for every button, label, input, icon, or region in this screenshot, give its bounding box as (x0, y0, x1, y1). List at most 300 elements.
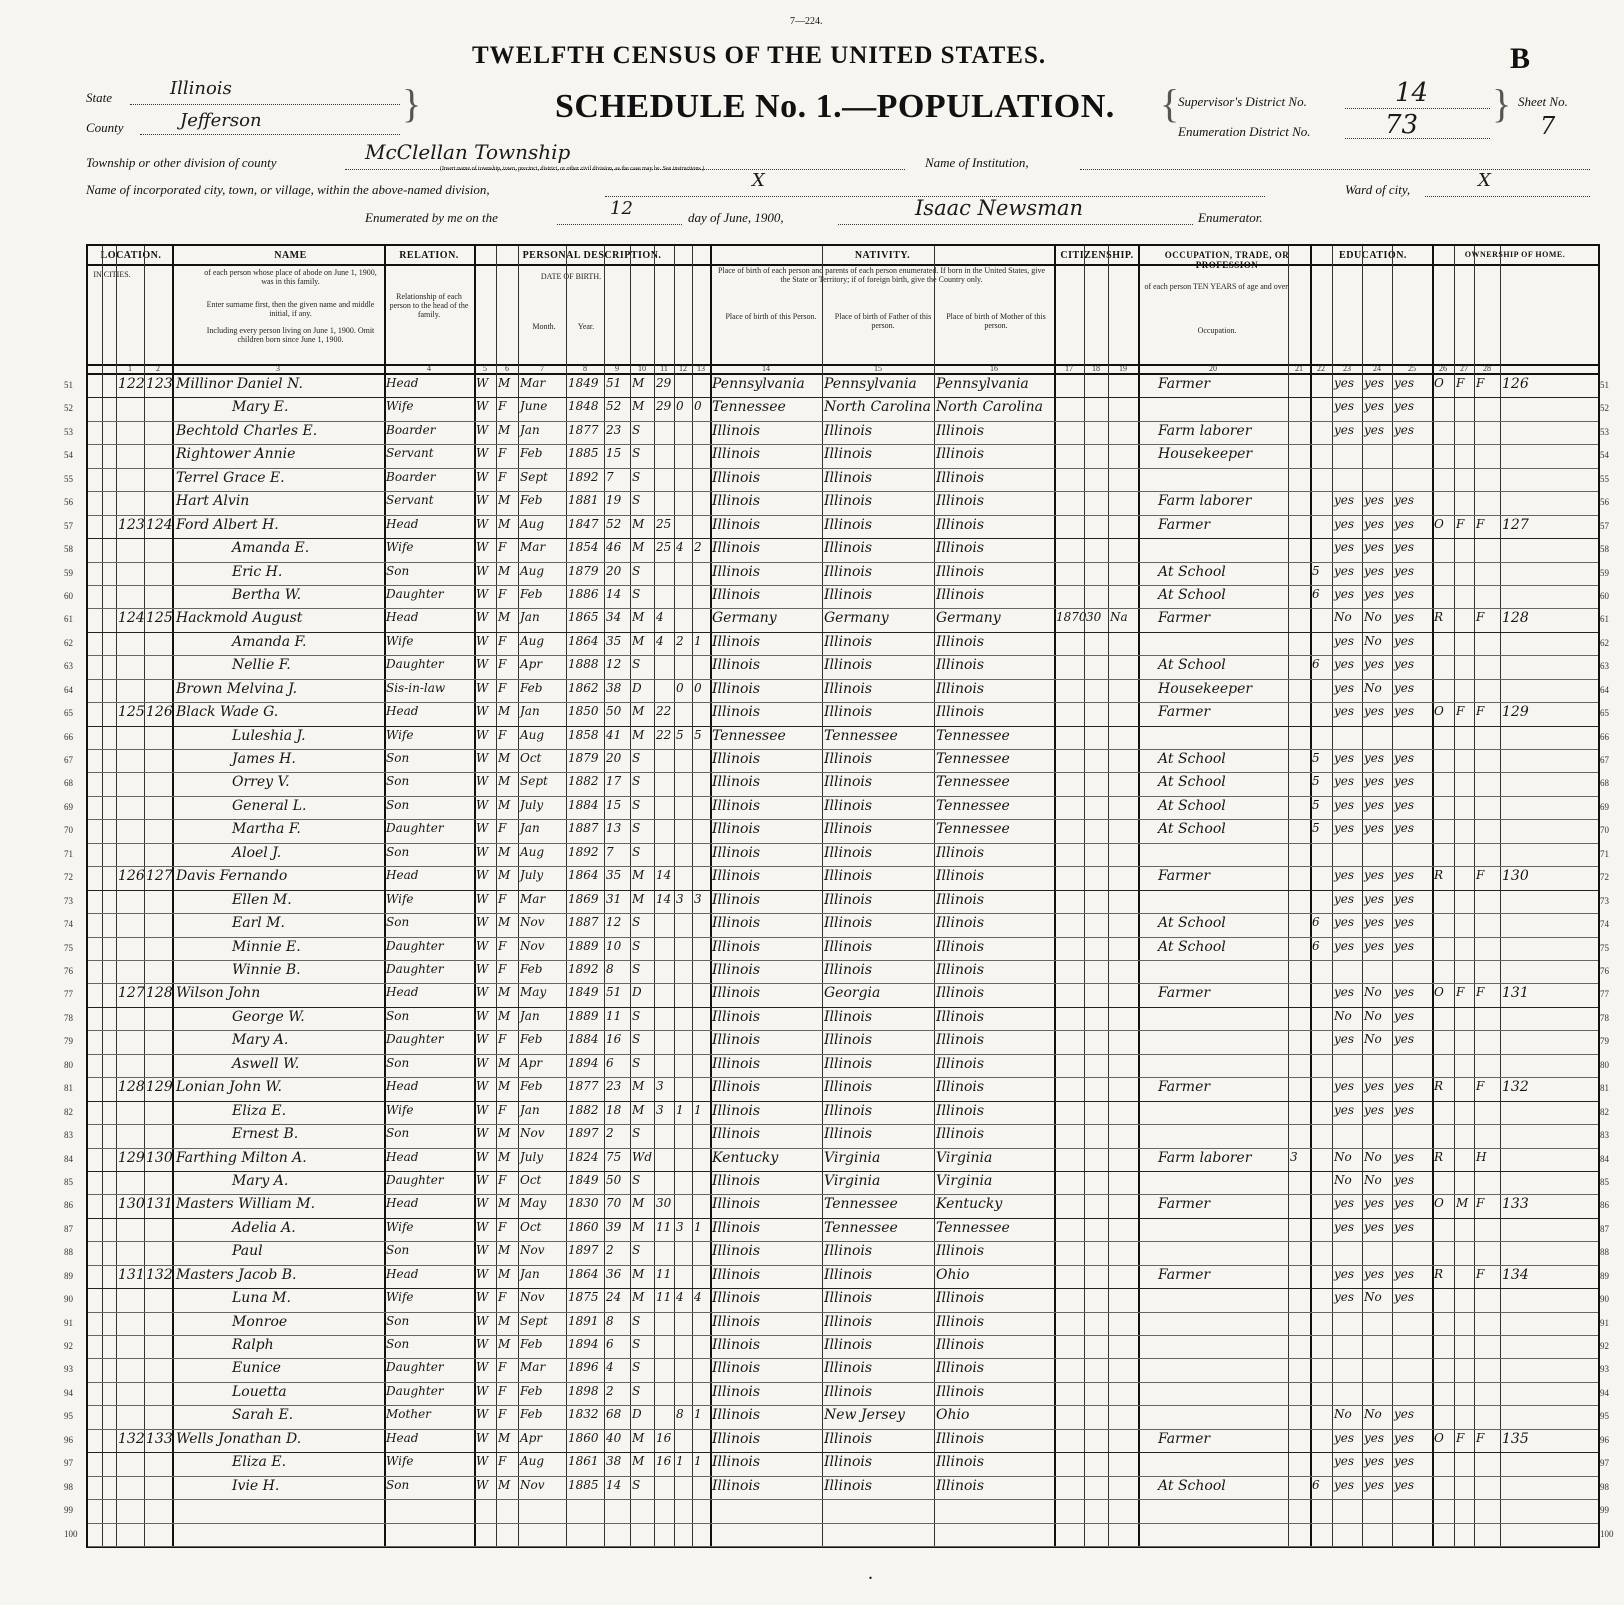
row-72-english: yes (1394, 868, 1415, 883)
row-86-family: 131 (146, 1196, 173, 1213)
row-74-name: Earl M. (232, 915, 285, 932)
row-76-name: Winnie B. (232, 962, 301, 978)
row-65-dwelling: 125 (118, 704, 145, 721)
row-96-month: Apr (520, 1430, 543, 1445)
row-51-mortgage: F (1456, 376, 1465, 390)
line-number: 69 (64, 801, 73, 812)
row-89-relation: Head (386, 1266, 419, 1281)
row-98-english: yes (1394, 1477, 1415, 1492)
row-67-name: James H. (232, 751, 296, 768)
row-90-years-married: 11 (656, 1290, 672, 1305)
row-54-relation: Servant (386, 446, 434, 461)
row-86-write: yes (1364, 1196, 1385, 1211)
row-87-age: 39 (606, 1219, 622, 1234)
line-number: 54 (1600, 450, 1609, 461)
row-74-birth: Illinois (712, 915, 761, 932)
row-56-birth: Illinois (712, 493, 761, 510)
row-74-english: yes (1394, 915, 1415, 930)
name-instr2: Including every person living on June 1, 1900. Omit children born since June 1, 1900. (206, 326, 375, 344)
row-90-name: Luna M. (232, 1290, 291, 1307)
row-71-month: Aug (520, 844, 545, 859)
institution-label: Name of Institution, (925, 155, 1029, 170)
row-51-farm: F (1476, 376, 1485, 390)
row-73-years-married: 14 (656, 891, 672, 906)
row-58-color: W (476, 540, 489, 555)
row-61-owned: R (1434, 610, 1444, 625)
row-62-month: Aug (520, 633, 545, 648)
column-number: 5 (483, 364, 487, 373)
row-75-name: Minnie E. (232, 938, 301, 955)
row-74-read: yes (1334, 915, 1355, 930)
row-70-read: yes (1334, 821, 1355, 836)
row-55-year: 1892 (568, 469, 599, 484)
column-number: 9 (615, 364, 619, 373)
row-61-mother: Germany (936, 610, 1001, 627)
row-78-month: Jan (520, 1008, 540, 1023)
column-number: 6 (505, 364, 509, 373)
row-60-write: yes (1364, 586, 1385, 601)
line-number: 70 (64, 825, 73, 836)
row-75-sex: F (498, 938, 507, 953)
row-52-write: yes (1364, 399, 1385, 414)
row-95-english: yes (1394, 1407, 1415, 1422)
row-53-occupation: Farm laborer (1158, 422, 1252, 439)
row-89-age: 36 (606, 1266, 622, 1281)
row-78-sex: M (498, 1008, 511, 1023)
row-79-english: yes (1394, 1032, 1415, 1047)
row-64-mother: Illinois (936, 680, 985, 697)
row-86-father: Tennessee (824, 1196, 898, 1213)
row-97-english: yes (1394, 1454, 1415, 1469)
line-number: 92 (64, 1341, 73, 1352)
row-90-write: No (1364, 1290, 1382, 1305)
group-location: LOCATION. (100, 250, 162, 261)
row-57-mortgage: F (1456, 516, 1465, 531)
row-71-relation: Son (386, 844, 410, 859)
row-73-age: 31 (606, 891, 622, 906)
row-57-age: 52 (606, 516, 622, 531)
row-61-age: 34 (606, 610, 622, 625)
row-58-read: yes (1334, 540, 1355, 555)
row-54-father: Illinois (824, 446, 873, 463)
row-74-write: yes (1364, 915, 1385, 930)
row-91-name: Monroe (232, 1313, 288, 1330)
line-number: 63 (64, 661, 73, 672)
line-number: 76 (64, 966, 73, 976)
row-77-owned: O (1434, 985, 1444, 1000)
row-51-birth: Pennsylvania (712, 376, 805, 392)
row-84-owned: R (1434, 1149, 1444, 1164)
row-82-children-living: 1 (694, 1102, 702, 1117)
row-87-father: Tennessee (824, 1219, 898, 1236)
row-61-dwelling: 124 (118, 610, 145, 627)
row-96-sex: M (498, 1430, 511, 1445)
row-88-year: 1897 (568, 1243, 599, 1258)
row-65-write: yes (1364, 704, 1385, 719)
row-53-write: yes (1364, 422, 1385, 437)
row-82-marital: M (632, 1102, 645, 1117)
row-70-occupation: At School (1158, 821, 1226, 838)
row-52-age: 52 (606, 399, 622, 414)
row-83-name: Ernest B. (232, 1126, 299, 1143)
enumeration-label: Enumeration District No. (1178, 124, 1311, 139)
row-53-english: yes (1394, 422, 1415, 437)
row-74-sex: M (498, 915, 511, 930)
row-84-age: 75 (606, 1149, 622, 1164)
row-61-father: Germany (824, 610, 889, 627)
row-81-english: yes (1394, 1079, 1415, 1094)
row-82-sex: F (498, 1102, 507, 1117)
line-number: 95 (1600, 1411, 1609, 1422)
row-52-english: yes (1394, 399, 1415, 414)
row-91-year: 1891 (568, 1313, 599, 1328)
row-75-marital: S (632, 938, 641, 953)
row-95-year: 1832 (568, 1407, 599, 1422)
row-64-sex: F (498, 680, 507, 695)
row-53-read: yes (1334, 422, 1355, 437)
line-number: 100 (64, 1528, 78, 1539)
row-88-name: Paul (232, 1243, 263, 1260)
row-56-occupation: Farm laborer (1158, 493, 1252, 510)
row-68-school: 5 (1312, 774, 1320, 789)
line-number: 74 (1600, 919, 1609, 930)
row-78-father: Illinois (824, 1008, 873, 1025)
line-number: 85 (64, 1176, 73, 1187)
birth-person-header: Place of birth of this Person. (725, 312, 817, 321)
row-77-marital: D (632, 985, 642, 1000)
row-87-month: Oct (520, 1219, 542, 1234)
row-77-farm: F (1476, 985, 1485, 1000)
row-66-father: Tennessee (824, 727, 898, 744)
row-69-year: 1884 (568, 797, 599, 812)
row-80-name: Aswell W. (232, 1055, 300, 1072)
row-69-english: yes (1394, 797, 1415, 812)
row-95-month: Feb (520, 1407, 543, 1422)
row-85-age: 50 (606, 1172, 622, 1187)
enumerator-name: Isaac Newsman (915, 196, 1084, 220)
row-77-year: 1849 (568, 985, 599, 1000)
row-76-age: 8 (606, 962, 614, 976)
row-56-month: Feb (520, 493, 543, 508)
row-60-year: 1886 (568, 586, 599, 601)
row-61-occupation: Farmer (1158, 610, 1211, 627)
line-number: 54 (64, 450, 73, 461)
row-81-family: 129 (146, 1079, 173, 1096)
row-86-year: 1830 (568, 1196, 599, 1211)
form-number: 7—224. (790, 16, 823, 27)
row-82-age: 18 (606, 1102, 622, 1117)
row-53-sex: M (498, 422, 511, 437)
row-55-relation: Boarder (386, 469, 436, 484)
row-52-read: yes (1334, 399, 1355, 414)
line-number: 84 (1600, 1153, 1609, 1164)
line-number: 89 (1600, 1270, 1609, 1281)
row-83-color: W (476, 1126, 489, 1141)
row-84-year: 1824 (568, 1149, 599, 1164)
row-62-age: 35 (606, 633, 622, 648)
row-95-relation: Mother (386, 1407, 431, 1422)
row-75-year: 1889 (568, 938, 599, 953)
row-51-read: yes (1334, 376, 1355, 390)
row-77-occupation: Farmer (1158, 985, 1211, 1002)
row-92-father: Illinois (824, 1337, 873, 1354)
in-cities: IN CITIES. (93, 270, 131, 279)
row-58-father: Illinois (824, 540, 873, 557)
row-68-year: 1882 (568, 774, 599, 789)
enumerator-label: Enumerator. (1198, 210, 1263, 225)
row-66-relation: Wife (386, 727, 414, 742)
row-97-mother: Illinois (936, 1454, 985, 1471)
row-61-relation: Head (386, 610, 419, 625)
row-68-occupation: At School (1158, 774, 1226, 791)
group-ownership: OWNERSHIP OF HOME. (1464, 250, 1566, 259)
row-52-mother: North Carolina (936, 399, 1043, 416)
row-97-relation: Wife (386, 1454, 414, 1469)
row-89-occupation: Farmer (1158, 1266, 1211, 1283)
row-96-farm: F (1476, 1430, 1485, 1445)
row-97-write: yes (1364, 1454, 1385, 1469)
row-94-relation: Daughter (386, 1383, 444, 1398)
month-header: Month. (532, 322, 556, 331)
row-64-color: W (476, 680, 489, 695)
row-74-color: W (476, 915, 489, 930)
row-81-name: Lonian John W. (176, 1079, 282, 1096)
row-66-sex: F (498, 727, 507, 742)
row-56-color: W (476, 493, 489, 508)
row-91-age: 8 (606, 1313, 614, 1328)
row-53-birth: Illinois (712, 422, 761, 439)
row-68-name: Orrey V. (232, 774, 290, 791)
row-68-marital: S (632, 774, 641, 789)
row-72-age: 35 (606, 868, 622, 883)
state-value: Illinois (170, 78, 232, 99)
row-89-schedule: 134 (1502, 1266, 1529, 1283)
row-65-read: yes (1334, 704, 1355, 719)
row-64-year: 1862 (568, 680, 599, 695)
row-61-sex: M (498, 610, 511, 625)
column-number: 11 (660, 364, 668, 373)
row-97-father: Illinois (824, 1454, 873, 1471)
row-57-year: 1847 (568, 516, 599, 531)
line-number: 95 (64, 1411, 73, 1422)
row-52-birth: Tennessee (712, 399, 786, 416)
row-85-write: No (1364, 1172, 1382, 1187)
row-92-month: Feb (520, 1337, 543, 1352)
line-number: 67 (1600, 755, 1609, 766)
row-69-marital: S (632, 797, 641, 812)
row-63-english: yes (1394, 657, 1415, 672)
row-65-occupation: Farmer (1158, 704, 1211, 721)
line-number: 91 (1600, 1317, 1609, 1328)
row-96-years-married: 16 (656, 1430, 672, 1445)
line-number: 62 (1600, 637, 1609, 648)
row-83-month: Nov (520, 1126, 545, 1141)
row-90-father: Illinois (824, 1290, 873, 1307)
row-80-age: 6 (606, 1055, 614, 1070)
row-57-relation: Head (386, 516, 419, 531)
row-77-color: W (476, 985, 489, 1000)
row-73-relation: Wife (386, 891, 414, 906)
line-number: 63 (1600, 661, 1609, 672)
line-number: 57 (1600, 520, 1609, 531)
row-93-mother: Illinois (936, 1360, 985, 1377)
row-77-birth: Illinois (712, 985, 761, 1002)
row-73-color: W (476, 891, 489, 906)
row-64-children-born: 0 (676, 680, 684, 695)
group-occupation: OCCUPATION, TRADE, OR PROFESSION (1164, 250, 1290, 270)
township-label: Township or other division of county (86, 155, 277, 170)
row-79-age: 16 (606, 1032, 622, 1047)
row-69-read: yes (1334, 797, 1355, 812)
row-53-year: 1877 (568, 422, 599, 437)
row-96-english: yes (1394, 1430, 1415, 1445)
row-82-write: yes (1364, 1102, 1385, 1117)
row-79-father: Illinois (824, 1032, 873, 1049)
row-62-children-living: 1 (694, 633, 702, 648)
row-63-sex: F (498, 657, 507, 672)
row-89-farm: F (1476, 1266, 1485, 1281)
row-68-color: W (476, 774, 489, 789)
row-75-month: Nov (520, 938, 545, 953)
row-73-children-born: 3 (676, 891, 684, 906)
row-79-year: 1884 (568, 1032, 599, 1047)
row-54-sex: F (498, 446, 507, 461)
row-60-mother: Illinois (936, 586, 985, 603)
row-83-relation: Son (386, 1126, 410, 1141)
line-number: 61 (1600, 614, 1609, 625)
line-number: 72 (1600, 872, 1609, 883)
row-58-month: Mar (520, 540, 546, 555)
row-91-birth: Illinois (712, 1313, 761, 1330)
line-number: 53 (1600, 426, 1609, 437)
row-52-name: Mary E. (232, 399, 289, 416)
row-60-age: 14 (606, 586, 622, 601)
row-62-english: yes (1394, 633, 1415, 648)
row-89-owned: R (1434, 1266, 1444, 1281)
line-number: 59 (64, 567, 73, 578)
row-89-year: 1864 (568, 1266, 599, 1281)
row-94-month: Feb (520, 1383, 543, 1398)
township-note: (Insert name of township, town, precinct, district, or other civil division, as the case may be. See instructions.) (440, 166, 705, 172)
row-55-sex: F (498, 469, 507, 484)
row-82-relation: Wife (386, 1102, 414, 1117)
row-81-farm: F (1476, 1079, 1485, 1094)
row-84-occupation: Farm laborer (1158, 1149, 1252, 1166)
line-number: 65 (1600, 708, 1609, 719)
row-87-read: yes (1334, 1219, 1355, 1234)
row-94-color: W (476, 1383, 489, 1398)
row-86-schedule: 133 (1502, 1196, 1529, 1213)
row-68-month: Sept (520, 774, 548, 789)
row-55-mother: Illinois (936, 469, 985, 486)
row-93-father: Illinois (824, 1360, 873, 1377)
row-86-age: 70 (606, 1196, 622, 1211)
row-58-age: 46 (606, 540, 622, 555)
row-63-relation: Daughter (386, 657, 444, 672)
row-72-owned: R (1434, 868, 1444, 883)
row-74-marital: S (632, 915, 641, 930)
row-87-year: 1860 (568, 1219, 599, 1234)
row-58-name: Amanda E. (232, 540, 310, 557)
row-84-read: No (1334, 1149, 1352, 1164)
row-82-year: 1882 (568, 1102, 599, 1117)
row-96-birth: Illinois (712, 1430, 761, 1447)
row-52-years-married: 29 (656, 399, 672, 414)
row-71-color: W (476, 844, 489, 859)
row-61-marital: M (632, 610, 645, 625)
row-67-sex: M (498, 751, 511, 766)
row-97-sex: F (498, 1454, 507, 1469)
state-label: State (86, 90, 112, 105)
line-number: 75 (64, 942, 73, 953)
row-74-father: Illinois (824, 915, 873, 932)
line-number: 86 (1600, 1200, 1609, 1211)
row-65-family: 126 (146, 704, 173, 721)
row-84-father: Virginia (824, 1149, 881, 1166)
row-59-occupation: At School (1158, 563, 1226, 580)
line-number: 97 (64, 1458, 73, 1469)
row-71-mother: Illinois (936, 844, 985, 861)
column-number: 15 (874, 364, 882, 373)
line-number: 90 (64, 1294, 73, 1305)
row-80-father: Illinois (824, 1055, 873, 1072)
row-68-relation: Son (386, 774, 410, 789)
row-54-name: Rightower Annie (176, 446, 296, 463)
row-54-mother: Illinois (936, 446, 985, 463)
year-header: Year. (577, 322, 595, 331)
row-80-year: 1894 (568, 1055, 599, 1070)
row-57-color: W (476, 516, 489, 531)
row-75-relation: Daughter (386, 938, 444, 953)
row-61-write: No (1364, 610, 1382, 625)
line-number: 58 (1600, 544, 1609, 555)
row-56-mother: Illinois (936, 493, 985, 510)
line-number: 87 (64, 1223, 73, 1234)
row-76-color: W (476, 962, 489, 976)
row-69-father: Illinois (824, 797, 873, 814)
line-number: 53 (64, 426, 73, 437)
row-96-name: Wells Jonathan D. (176, 1430, 302, 1447)
relation-desc: Relationship of each person to the head of the family. (389, 292, 469, 319)
row-71-name: Aloel J. (232, 844, 282, 861)
row-77-dwelling: 127 (118, 985, 145, 1002)
row-91-sex: M (498, 1313, 511, 1328)
group-name: NAME (274, 250, 307, 261)
row-64-english: yes (1394, 680, 1415, 695)
row-96-dwelling: 132 (118, 1430, 145, 1447)
row-59-color: W (476, 563, 489, 578)
row-67-month: Oct (520, 751, 542, 766)
row-93-color: W (476, 1360, 489, 1375)
row-51-color: W (476, 376, 489, 390)
row-51-years-married: 29 (656, 376, 672, 390)
row-83-mother: Illinois (936, 1126, 985, 1143)
township-value: McClellan Township (365, 140, 571, 164)
row-91-color: W (476, 1313, 489, 1328)
line-number: 82 (1600, 1106, 1609, 1117)
row-76-marital: S (632, 962, 641, 976)
row-75-write: yes (1364, 938, 1385, 953)
row-84-relation: Head (386, 1149, 419, 1164)
row-65-years-married: 22 (656, 704, 672, 719)
row-77-english: yes (1394, 985, 1415, 1000)
row-95-sex: F (498, 1407, 507, 1422)
nativity-desc: Place of birth of each person and parents of each person enumerated. If born in the United States, give the State or Territory; if of foreign birth, give the Country only. (718, 266, 1045, 284)
row-64-name: Brown Melvina J. (176, 680, 298, 697)
row-72-month: July (520, 868, 544, 883)
row-72-dwelling: 126 (118, 868, 145, 885)
column-number: 16 (990, 364, 998, 373)
